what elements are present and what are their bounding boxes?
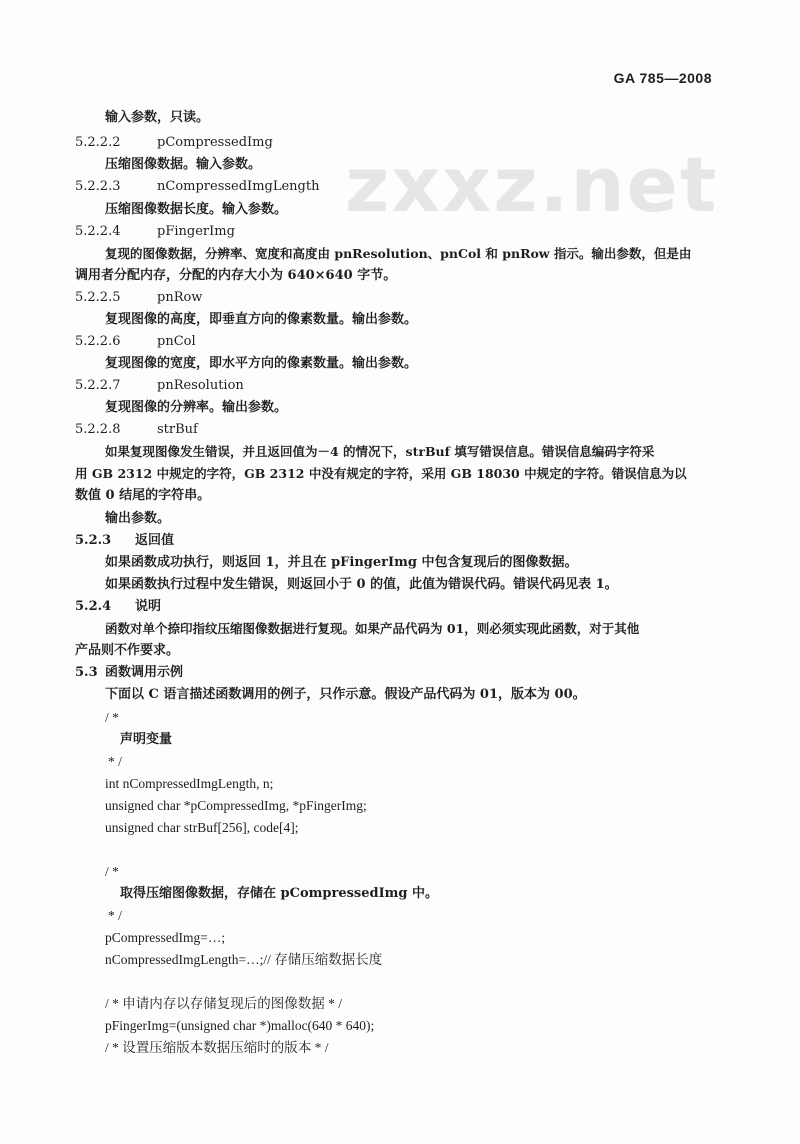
body-line: 复现图像的宽度，即水平方向的像素数量。输出参数。: [105, 356, 418, 371]
code-line: nCompressedImgLength=…;// 存储压缩数据长度: [105, 952, 383, 967]
section-title: strBuf: [157, 422, 198, 437]
section-title: 函数调用示例: [105, 665, 184, 680]
code-line: int nCompressedImgLength, n;: [105, 776, 274, 791]
body-line: 数值 0 结尾的字符串。: [75, 488, 211, 503]
section-number: 5.2.2.3: [75, 179, 121, 194]
section-number: 5.2.2.7: [75, 378, 121, 393]
section-number: 5.2.2.8: [75, 422, 121, 437]
body-line: 函数对单个捺印指纹压缩图像数据进行复现。如果产品代码为 01，则必须实现此函数，对于其他: [105, 621, 640, 636]
body-line: 输出参数。: [105, 511, 171, 526]
section-number: 5.2.3: [75, 533, 112, 548]
section-number: 5.2.2.2: [75, 135, 121, 150]
body-line: 复现图像的高度，即垂直方向的像素数量。输出参数。: [105, 312, 418, 327]
body-line: 用 GB 2312 中规定的字符，GB 2312 中没有规定的字符，采用 GB 18030 中规定的字符。错误信息为以: [75, 466, 687, 481]
section-number: 5.2.2.6: [75, 334, 121, 349]
code-line: / * 申请内存以存储复现后的图像数据 * /: [105, 996, 343, 1011]
body-line: 压缩图像数据。输入参数。: [105, 157, 262, 172]
section-number: 5.3: [75, 665, 98, 680]
body-line: 压缩图像数据长度。输入参数。: [105, 202, 288, 217]
section-heading: [75, 598, 161, 616]
body-line: 如果函数成功执行，则返回 1，并且在 pFingerImg 中包含复现后的图像数据。: [105, 555, 578, 570]
code-line: / *: [105, 710, 119, 725]
body-line: 如果复现图像发生错误，并且返回值为－4 的情况下，strBuf 填写错误信息。错误信息编码字符采: [105, 444, 655, 459]
section-title: pFingerImg: [157, 224, 235, 239]
section-number: 5.2.4: [75, 599, 112, 614]
code-line: * /: [108, 908, 122, 923]
body-line: 复现的图像数据，分辨率、宽度和高度由 pnResolution、pnCol 和 pnRow 指示。输出参数，但是由: [105, 246, 692, 261]
section-title: pnResolution: [157, 378, 244, 393]
section-heading: [75, 134, 273, 152]
code-line: 声明变量: [120, 732, 173, 747]
standard-number: GA 785—2008: [613, 70, 712, 86]
code-line: unsigned char *pCompressedImg, *pFingerImg;: [105, 798, 367, 813]
section-heading: [75, 223, 235, 241]
section-title: pnRow: [157, 290, 203, 305]
section-title: pnCol: [157, 334, 196, 349]
section-number: 5.2.2.5: [75, 290, 121, 305]
code-line: pCompressedImg=…;: [105, 930, 226, 945]
section-title: nCompressedImgLength: [157, 179, 320, 194]
body-line: 下面以 C 语言描述函数调用的例子，只作示意。假设产品代码为 01，版本为 00。: [105, 687, 586, 702]
section-heading: [75, 333, 196, 351]
section-heading: [75, 421, 198, 439]
body-line: 输入参数，只读。: [105, 110, 210, 125]
body-line: 调用者分配内存，分配的内存大小为 640×640 字节。: [75, 268, 397, 283]
code-line: pFingerImg=(unsigned char *)malloc(640 * 640);: [105, 1018, 375, 1033]
section-heading: [75, 289, 202, 307]
body-line: 产品则不作要求。: [75, 643, 180, 658]
code-line: unsigned char strBuf[256], code[4];: [105, 820, 299, 835]
body-line: 如果函数执行过程中发生错误，则返回小于 0 的值，此值为错误代码。错误代码见表 1。: [105, 577, 618, 592]
body-line: 复现图像的分辨率。输出参数。: [105, 400, 288, 415]
section-number: 5.2.2.4: [75, 224, 121, 239]
section-heading: [75, 664, 183, 682]
section-heading: [75, 532, 174, 550]
code-line: 取得压缩图像数据，存储在 pCompressedImg 中。: [120, 886, 439, 901]
section-heading: [75, 178, 319, 196]
code-line: / * 设置压缩版本数据压缩时的版本 * /: [105, 1040, 329, 1055]
section-heading: [75, 377, 244, 395]
code-line: / *: [105, 864, 119, 879]
watermark: zxxz.net: [345, 140, 719, 229]
section-title: 说明: [135, 599, 162, 614]
code-line: * /: [108, 754, 122, 769]
section-title: 返回值: [135, 533, 175, 548]
section-title: pCompressedImg: [157, 135, 273, 150]
